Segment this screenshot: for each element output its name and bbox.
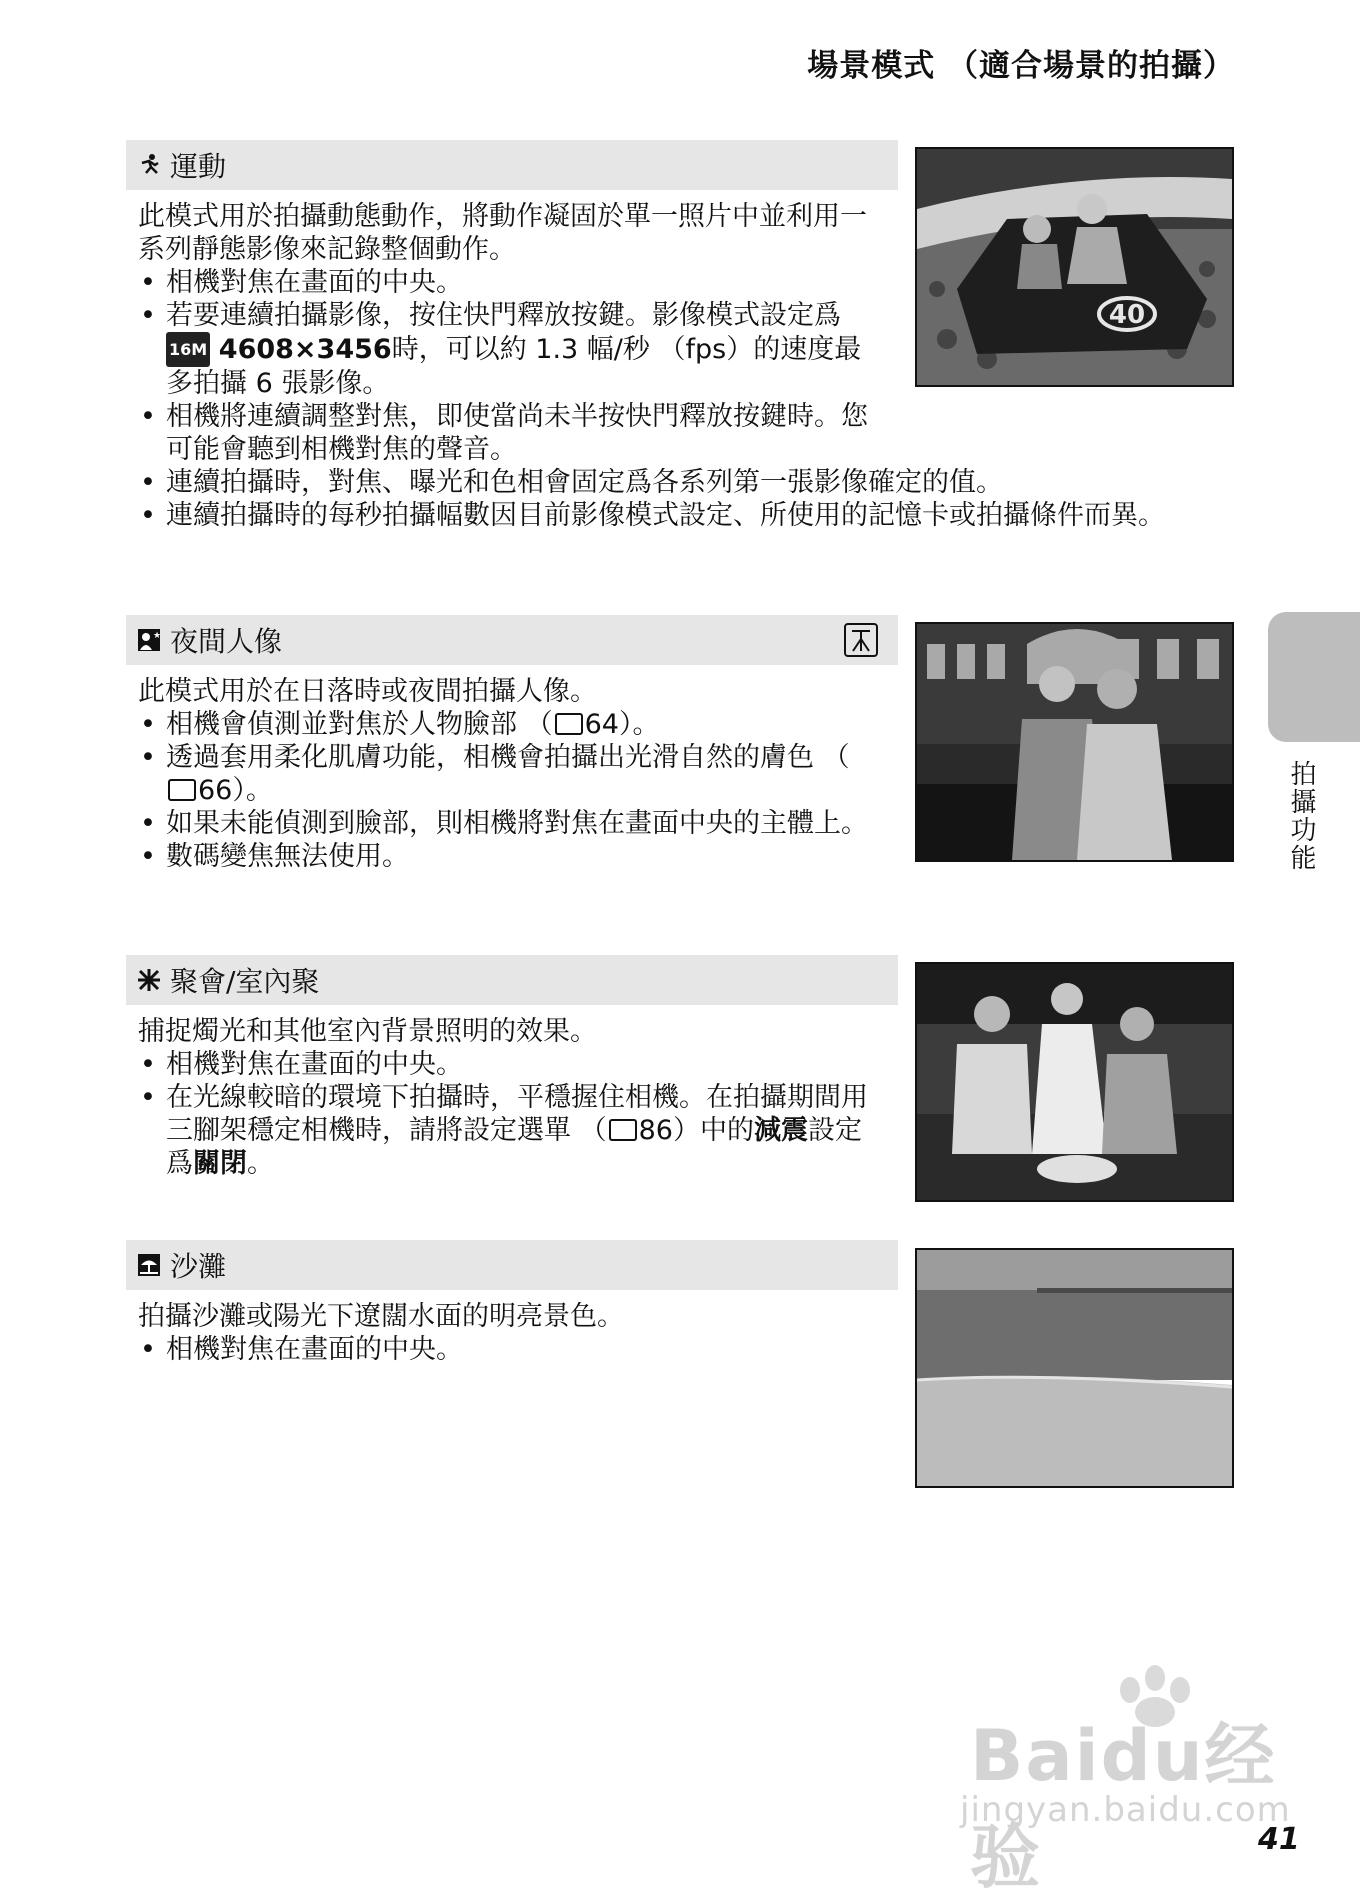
bullet-text-end: 。 bbox=[247, 1148, 274, 1179]
bullet-text: 透過套用柔化肌膚功能，相機會拍攝出光滑自然的膚色 （ bbox=[166, 742, 850, 773]
list-item: • 相機對焦在畫面的中央。 bbox=[138, 266, 1238, 299]
list-item bbox=[138, 708, 878, 741]
photo-beach bbox=[915, 1248, 1234, 1488]
section-intro: 拍攝沙灘或陽光下遼闊水面的明亮景色。 bbox=[138, 1301, 624, 1332]
page-header: 場景模式 （適合場景的拍攝） bbox=[807, 48, 1235, 84]
page-ref: 66）。 bbox=[198, 775, 273, 806]
section-heading bbox=[126, 615, 898, 665]
list-item: • 數碼變焦無法使用。 bbox=[138, 840, 878, 873]
section-body bbox=[138, 1300, 878, 1366]
photo-go-kart bbox=[915, 147, 1234, 387]
watermark-main: Baidu经验 bbox=[970, 1715, 1277, 1898]
bullet-text-tail: 時，可以約 1.3 幅/秒 （fps）的速度最多拍攝 6 張影像。 bbox=[166, 334, 862, 399]
party-indoor-icon bbox=[136, 967, 162, 993]
section-heading bbox=[126, 955, 898, 1005]
svg-text:★: ★ bbox=[153, 631, 161, 641]
section-heading bbox=[126, 1240, 898, 1290]
list-item: • 相機對焦在畫面的中央。 bbox=[138, 1048, 878, 1081]
bullet-text: 相機會偵測並對焦於人物臉部 （ bbox=[166, 709, 553, 740]
image-mode-value: 4608×3456 bbox=[218, 334, 392, 365]
bullet-text: 在光線較暗的環境下拍攝時，平穩握住相機。在拍攝期間用三腳架穩定相機時，請將設定選單 （ bbox=[166, 1082, 868, 1146]
section-body bbox=[138, 675, 878, 873]
section-beach bbox=[126, 1240, 898, 1366]
chapter-label: 拍攝功能 bbox=[1286, 760, 1316, 872]
section-title: 聚會/室內聚 bbox=[170, 965, 320, 998]
section-body bbox=[138, 1015, 878, 1180]
list-item: • 相機對焦在畫面的中央。 bbox=[138, 1333, 878, 1366]
photo-party-family bbox=[915, 962, 1234, 1202]
list-item: • 相機將連續調整對焦，即使當尚未半按快門釋放按鍵時。您可能會聽到相機對焦的聲音。 bbox=[138, 400, 878, 466]
section-heading bbox=[126, 140, 898, 190]
book-reference-icon bbox=[609, 1119, 637, 1141]
page-ref: 86）中的 bbox=[638, 1115, 754, 1146]
vr-setting-label: 減震 bbox=[753, 1115, 808, 1146]
bullet-text-mid: 設定爲 bbox=[166, 1115, 862, 1179]
section-intro: 此模式用於拍攝動態動作，將動作凝固於單一照片中並利用一系列靜態影像來記錄整個動作。 bbox=[138, 201, 867, 265]
list-item: • 連續拍攝時，對焦、曝光和色相會固定爲各系列第一張影像確定的值。 bbox=[138, 466, 1238, 499]
list-item bbox=[138, 299, 878, 400]
photo-night-couple bbox=[915, 622, 1234, 862]
chapter-tab bbox=[1268, 612, 1360, 742]
beach-icon bbox=[136, 1252, 162, 1278]
page-number: 41 bbox=[1258, 1822, 1300, 1857]
off-setting-label: 關閉 bbox=[193, 1148, 247, 1179]
list-item: • 如果未能偵測到臉部，則相機將對焦在畫面中央的主體上。 bbox=[138, 807, 878, 840]
bullet-text: 若要連續拍攝影像，按住快門釋放按鍵。影像模式設定爲 bbox=[166, 300, 841, 331]
night-portrait-icon bbox=[136, 627, 162, 653]
watermark-url: jingyan.baidu.com bbox=[960, 1790, 1291, 1830]
list-item bbox=[138, 741, 878, 807]
book-reference-icon bbox=[555, 713, 583, 735]
section-party-indoor bbox=[126, 955, 898, 1180]
section-title: 運動 bbox=[170, 150, 227, 183]
section-intro: 此模式用於在日落時或夜間拍攝人像。 bbox=[138, 676, 597, 707]
section-title: 夜間人像 bbox=[170, 625, 283, 658]
book-reference-icon bbox=[168, 779, 196, 801]
list-item: • 連續拍攝時的每秒拍攝幅數因目前影像模式設定、所使用的記憶卡或拍攝條件而異。 bbox=[138, 499, 1226, 532]
sport-icon bbox=[136, 152, 162, 178]
page-ref: 64）。 bbox=[584, 709, 660, 740]
section-night-portrait bbox=[126, 615, 898, 873]
section-intro: 捕捉燭光和其他室內背景照明的效果。 bbox=[138, 1016, 597, 1047]
list-item bbox=[138, 1081, 878, 1180]
kart-number: 40 bbox=[1108, 300, 1146, 330]
section-title: 沙灘 bbox=[170, 1250, 227, 1283]
tripod-icon bbox=[844, 623, 878, 657]
image-mode-icon: 16M bbox=[166, 332, 210, 367]
